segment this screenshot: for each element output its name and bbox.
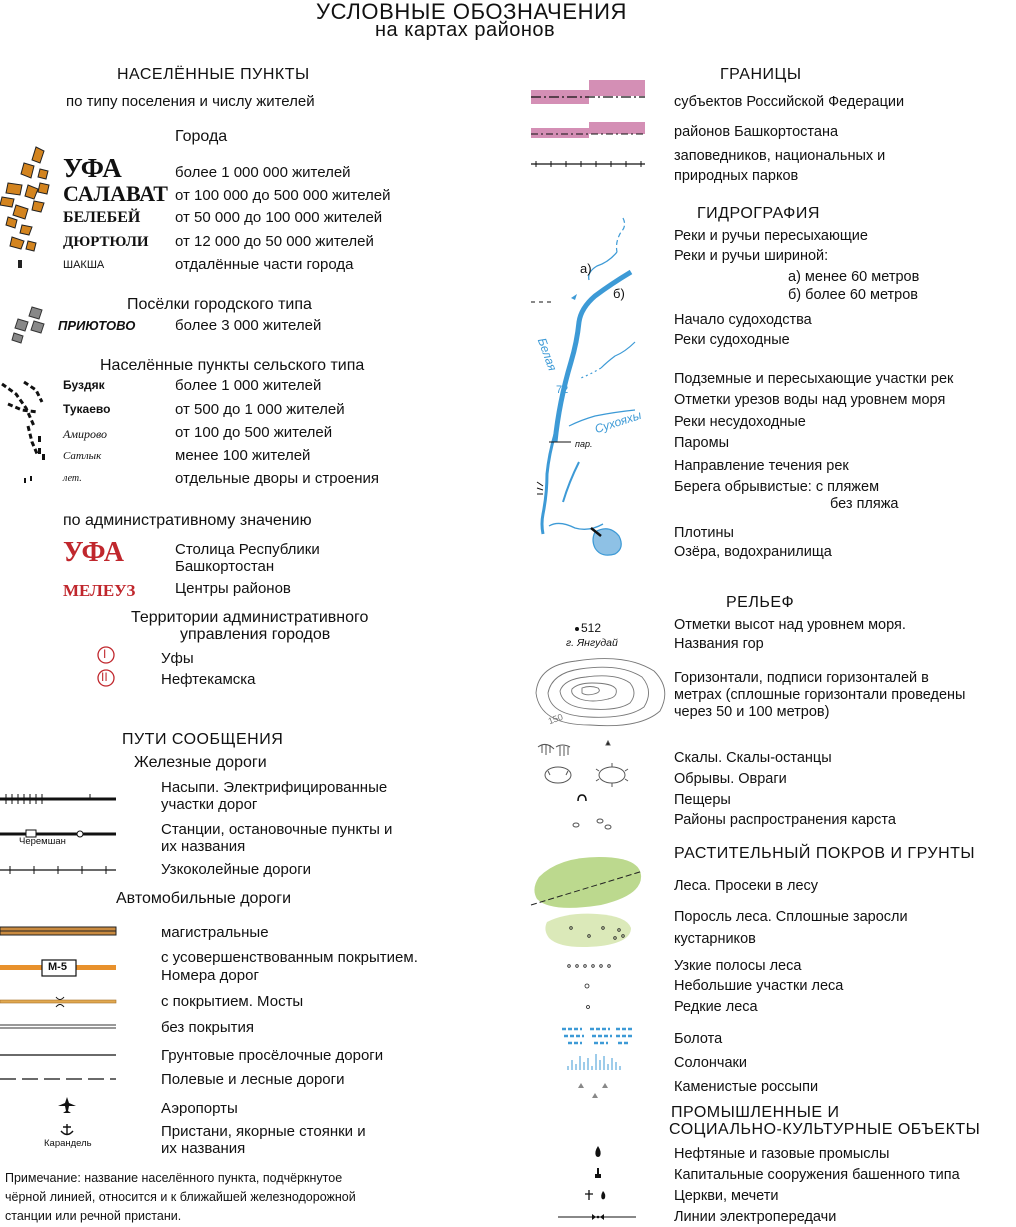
vegetation-desc-8: Солончаки	[674, 1055, 747, 1071]
city-desc-4: от 12 000 до 50 000 жителей	[175, 233, 374, 250]
relief-desc-3: Горизонтали, подписи горизонталей в	[674, 670, 929, 686]
pier-sample: Карандель	[44, 1138, 92, 1149]
hydro-desc-10: Паромы	[674, 435, 730, 451]
hydro-desc-12: Берега обрывистые: с пляжем	[674, 479, 880, 495]
hydro-desc-8: Отметки урезов воды над уровнем моря	[674, 392, 946, 408]
hydro-desc-13: без пляжа	[830, 496, 899, 512]
rail-desc-1b: участки дорог	[161, 796, 258, 813]
vegetation-heading: РАСТИТЕЛЬНЫЙ ПОКРОВ И ГРУНТЫ	[674, 845, 976, 862]
towns-heading: Посёлки городского типа	[127, 296, 312, 313]
vegetation-desc-6: Редкие леса	[674, 999, 758, 1015]
relief-desc-8: Пещеры	[674, 792, 731, 808]
relief-height-label: 512	[581, 621, 602, 635]
hydro-label-creek: Сухояхы	[593, 407, 644, 437]
hydro-label-ferry: пар.	[575, 439, 593, 449]
cities-heading: Города	[175, 128, 228, 145]
rocks-icon	[536, 741, 646, 831]
city-name-3: БЕЛЕБЕЙ	[63, 209, 141, 226]
city-plan-icon	[0, 145, 60, 270]
vegetation-desc-2: Поросль леса. Сплошные заросли	[674, 909, 908, 925]
town-plan-icon	[12, 305, 62, 345]
swamp-icon	[560, 1026, 640, 1101]
territory-desc-2: Нефтекамска	[161, 671, 256, 688]
hydro-desc-7: Подземные и пересыхающие участки рек	[674, 371, 954, 387]
village-name-5: лет.	[63, 473, 82, 484]
village-desc-5: отдельные дворы и строения	[175, 470, 380, 487]
relief-contour-label: 150	[546, 711, 565, 727]
relief-desc-4: метрах (сплошные горизонтали проведены	[674, 687, 966, 703]
roads-heading: Автомобильные дороги	[116, 890, 292, 907]
industry-desc-1: Нефтяные и газовые промыслы	[674, 1146, 890, 1162]
road-desc-8a: Пристани, якорные стоянки и	[161, 1123, 366, 1140]
city-name-5: ШАКША	[63, 259, 105, 271]
territory-mark-1: I	[103, 647, 107, 661]
transport-heading: ПУТИ СООБЩЕНИЯ	[122, 731, 284, 748]
vegetation-desc-7: Болота	[674, 1031, 723, 1047]
relief-heading: РЕЛЬЕФ	[726, 594, 795, 611]
territories-heading-1: Территории административного	[131, 609, 369, 626]
rail-station-sample: Черемшан	[19, 836, 66, 847]
admin-district-desc: Центры районов	[175, 580, 291, 597]
admin-capital-name: УФА	[63, 537, 124, 568]
relief-desc-6: Скалы. Скалы-останцы	[674, 750, 832, 766]
hydro-label-river: Белая	[534, 336, 560, 373]
road-desc-6: Полевые и лесные дороги	[161, 1071, 345, 1088]
border-reserve-icon	[531, 158, 651, 170]
city-desc-1: более 1 000 000 жителей	[175, 164, 351, 181]
vegetation-desc-1: Леса. Просеки в лесу	[674, 878, 819, 894]
dirt-road-icon	[0, 1052, 120, 1058]
territory-mark-2: II	[101, 670, 108, 684]
rail-desc-2b: их названия	[161, 838, 246, 855]
industry-heading-2: СОЦИАЛЬНО-КУЛЬТУРНЫЕ ОБЪЕКТЫ	[669, 1121, 981, 1138]
forest-icon	[531, 855, 651, 915]
village-name-4: Сатлык	[63, 450, 102, 462]
rail-desc-1a: Насыпи. Электрифицированные	[161, 779, 388, 796]
unpaved-road-icon	[0, 1023, 120, 1031]
industry-heading-1: ПРОМЫШЛЕННЫЕ И	[671, 1104, 840, 1121]
admin-capital-desc2: Башкортостан	[175, 558, 275, 575]
border-federal-icon	[531, 80, 651, 110]
village-name-2: Тукаево	[63, 402, 111, 416]
hydro-desc-3: а) менее 60 метров	[788, 269, 920, 285]
industry-desc-2: Капитальные сооружения башенного типа	[674, 1167, 960, 1183]
anchor-icon	[60, 1123, 74, 1137]
road-desc-3: с покрытием. Мосты	[161, 993, 304, 1010]
road-desc-5: Грунтовые просёлочные дороги	[161, 1047, 384, 1064]
airport-icon	[58, 1097, 76, 1113]
hydro-desc-15: Озёра, водохранилища	[674, 544, 832, 560]
road-desc-1: магистральные	[161, 924, 269, 941]
note-line-2: чёрной линией, относится и к ближайшей железнодорожной	[5, 1190, 356, 1204]
vegetation-desc-4: Узкие полосы леса	[674, 958, 802, 974]
border-desc-1: субъектов Российской Федерации	[674, 94, 905, 110]
territory-mark-1-icon	[96, 645, 118, 667]
relief-desc-5: через 50 и 100 метров)	[674, 704, 830, 720]
city-desc-5: отдалённые части города	[175, 256, 354, 273]
vegetation-desc-9: Каменистые россыпи	[674, 1079, 819, 1095]
church-mosque-icon	[585, 1189, 609, 1201]
border-desc-3: заповедников, национальных и	[674, 148, 886, 164]
hydro-desc-14: Плотины	[674, 525, 734, 541]
village-desc-2: от 500 до 1 000 жителей	[175, 401, 345, 418]
paved-road-bridge-icon	[0, 996, 120, 1008]
tower-icon	[594, 1168, 602, 1180]
power-line-icon	[558, 1212, 638, 1222]
industry-desc-3: Церкви, мечети	[674, 1188, 779, 1204]
city-desc-3: от 50 000 до 100 000 жителей	[175, 209, 383, 226]
border-district-icon	[531, 122, 651, 146]
relief-desc-9: Районы распространения карста	[674, 812, 896, 828]
hydro-label-b: б)	[613, 286, 625, 301]
road-desc-8b: их названия	[161, 1140, 246, 1157]
oil-field-icon	[594, 1146, 602, 1158]
rail-desc-3: Узкоколейные дороги	[161, 861, 312, 878]
height-point-icon	[574, 626, 580, 632]
admin-heading: по административному значению	[63, 512, 312, 529]
hydro-desc-5: Начало судоходства	[674, 312, 812, 328]
border-desc-4: природных парков	[674, 168, 799, 184]
village-desc-3: от 100 до 500 жителей	[175, 424, 333, 441]
hydro-heading: ГИДРОГРАФИЯ	[697, 205, 820, 222]
rail-embankment-icon	[0, 792, 120, 806]
hydro-desc-6: Реки судоходные	[674, 332, 790, 348]
road-desc-4: без покрытия	[161, 1019, 255, 1036]
territory-desc-1: Уфы	[161, 650, 194, 667]
settlements-subheading: по типу поселения и числу жителей	[66, 93, 315, 110]
note-line-3: станции или речной пристани.	[5, 1209, 182, 1223]
road-desc-2b: Номера дорог	[161, 967, 259, 984]
rail-desc-2a: Станции, остановочные пункты и	[161, 821, 393, 838]
hydro-label-mark: 72	[556, 384, 569, 396]
hydro-desc-2: Реки и ручьи шириной:	[674, 248, 829, 264]
hydro-label-a: а)	[580, 261, 592, 276]
rural-heading: Населённые пункты сельского типа	[100, 357, 365, 374]
relief-desc-1: Отметки высот над уровнем моря.	[674, 617, 906, 633]
town-name-1: ПРИЮТОВО	[58, 318, 136, 333]
town-desc-1: более 3 000 жителей	[175, 317, 322, 334]
highway-icon	[0, 927, 120, 937]
city-name-4: ДЮРТЮЛИ	[63, 234, 149, 250]
page-title: УСЛОВНЫЕ ОБОЗНАЧЕНИЯ	[316, 0, 627, 24]
industry-desc-4: Линии электропередачи	[674, 1209, 837, 1225]
narrow-forest-icon	[566, 963, 616, 969]
hydro-desc-4: б) более 60 метров	[788, 287, 919, 303]
relief-desc-2: Названия гор	[674, 636, 764, 652]
field-road-icon	[0, 1076, 120, 1082]
village-desc-1: более 1 000 жителей	[175, 377, 322, 394]
admin-district-name: МЕЛЕУЗ	[63, 581, 136, 600]
narrow-gauge-icon	[0, 864, 120, 876]
city-name-2: САЛАВАТ	[63, 181, 168, 206]
rail-heading: Железные дороги	[134, 754, 267, 771]
road-desc-2a: с усовершенствованным покрытием.	[161, 949, 418, 966]
vegetation-desc-3: кустарников	[674, 931, 756, 947]
village-name-1: Буздяк	[63, 378, 105, 392]
road-number-sample: М-5	[48, 961, 67, 973]
road-desc-7: Аэропорты	[161, 1100, 238, 1117]
city-desc-2: от 100 000 до 500 000 жителей	[175, 187, 391, 204]
note-line-1: Примечание: название населённого пункта, подчёркнутое	[5, 1171, 343, 1185]
city-name-1: УФА	[63, 153, 122, 183]
small-forest-icon	[583, 981, 593, 991]
vegetation-desc-5: Небольшие участки леса	[674, 978, 844, 994]
borders-heading: ГРАНИЦЫ	[720, 66, 802, 83]
border-desc-2: районов Башкортостана	[674, 124, 839, 140]
village-name-3: Амирово	[63, 427, 108, 441]
village-desc-4: менее 100 жителей	[175, 447, 311, 464]
hydro-desc-9: Реки несудоходные	[674, 414, 806, 430]
sparse-forest-icon	[584, 1002, 594, 1012]
young-forest-icon	[541, 912, 641, 952]
hydro-desc-11: Направление течения рек	[674, 458, 849, 474]
relief-mountain-label: г. Янгудай	[566, 637, 618, 649]
relief-desc-7: Обрывы. Овраги	[674, 771, 787, 787]
village-plan-icon	[0, 378, 55, 483]
hydro-desc-1: Реки и ручьи пересыхающие	[674, 228, 868, 244]
page-subtitle: на картах районов	[375, 19, 556, 41]
territories-heading-2: управления городов	[180, 626, 331, 643]
admin-capital-desc1: Столица Республики	[175, 541, 320, 558]
settlements-heading: НАСЕЛЁННЫЕ ПУНКТЫ	[117, 66, 310, 83]
